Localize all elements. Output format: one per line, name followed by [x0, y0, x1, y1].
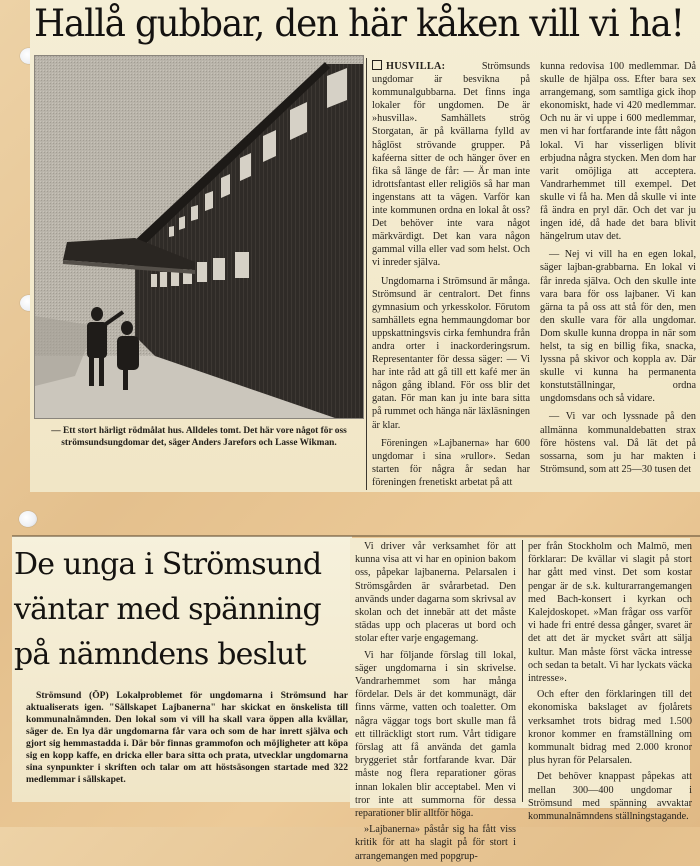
clipping-edge [12, 535, 700, 537]
headline-line: De unga i Strömsund [14, 547, 322, 582]
headline-top: Hallå gubbar, den här kåken vill vi ha! [34, 2, 684, 45]
paragraph: — Vi var och lyssnade på den allmänna kommunaldebatten strax före höstens val. Då lät det på sossarna, som ju har makten i Strömsund, som att 25—30 tusen det [540, 411, 696, 475]
photo-caption: — Ett stort härligt rödmålat hus. Alldeles tomt. Det här vore något för oss strömsundsungdomar det, säger Anders Jarefors och Lasse Wikman. [51, 426, 347, 449]
paragraph: Det behöver knappast påpekas att mellan 300—400 ungdomar i Strömsund med spänning avvaktar kommunalnämndens ställningstagande. [528, 771, 692, 823]
lead-paragraph [26, 690, 348, 786]
paragraph: Ungdomarna i Strömsund är många. Strömsund är centralort. Det finns gymnasium och yrkesskolor. Förutom samhällets egna hemmaungdomar bor uppskattningsvis cirka femhundra från andra orter i inackorderingsrum. Representanter för dessa säger: — Vi har inte råd att gå till ett kafé mer än någon gång ibland. För oss blir det gatan. För man kan ju inte bara sitta på rummet och hänga när läxläsningen är klar. [372, 275, 530, 431]
paragraph: Och efter den förklaringen till det ekonomiska bakslaget av fjolårets verksamhet trots bidrag med 1.500 kronor kommer en framställning om kommunalt bidrag med 2.000 kronor plus hyran för Pelarsalen. [528, 689, 692, 767]
paragraph: — Nej vi vill ha en egen lokal, säger lajban-grabbarna. En lokal vi får inreda själva. Och den skulle inte vara bara för oss lajbaner. Vi kan gärna ta på oss att stå för den, men den skulle vara för alla ungdomar. Dom skulle kunna droppa in när som helst, ta sig en billig fika, snacka, lyssna på skivor och koppla av. Där skulle vi kunna ha permanenta konstutställningar, ordna ungdomsdans och så vidare. [540, 249, 696, 405]
column-rule [522, 540, 523, 802]
paragraph: Vi har följande förslag till lokal, säger ungdomarna i sin skrivelse. Vandrarhemmet som har många fördelar. Dels är det kommunägt, där finns värme, vatten och toaletter. Om några väggar togs bort skulle man få ett tillräckligt stort rum. Vårt tidigare förslag att få använda det gamla bryggeriet står fortfarande kvar. Där måste nog flera reparationer göras innan lokalen blir acceptabel. Men vi tror inte att summorna för dessa reparationer blir alltför höga. [355, 649, 516, 820]
paragraph: »Lajbanerna» påstår sig ha fått viss kritik för att ha slagit på för stort i arrangemangen med popgrup- [355, 824, 516, 862]
binder-hole [19, 511, 37, 527]
headline-line: på nämndens beslut [14, 637, 306, 672]
paragraph: kunna redovisa 100 medlemmar. Då skulle de hjälpa oss. Efter bara sex arrangemang, som samtliga gick ihop ekonomiskt, hade vi 420 medlemmar. Och nu är vi uppe i 600 medlemmar, men vi har fortfarande inte fått någon lokal. Vi har visserligen blivit erbjudna några stycken. Men dom har varit omöjliga att acceptera. Vandrarhemmet till exempel. Det skulle vi få ha. Men då skulle vi inte få ändra en pryl där. Och det var ju ingen idé, då hade det bara blivit hängelrum utav det. [540, 61, 696, 243]
article-column-2 [540, 60, 696, 481]
column-rule [366, 58, 367, 490]
paragraph: per från Stockholm och Malmö, men förklarar: De kvällar vi slagit på stort har gått med vinst. Det som kostar pengar är de s.k. kulturarrangemangen med Bach-konsert i kyrkan och Kalejdoskopet. »Man frågar oss varför vi hade fri entré dessa gånger, svaret är det att det är mycket svårt att sälja kultur. Man måste först väcka intresse och sedan ta betalt. Vi har lyckats väcka intresse». [528, 541, 692, 685]
article-column-1 [372, 60, 530, 494]
paragraph: Strömsund (ÖP) Lokalproblemet för ungdomarna i Strömsund har aktualiserats igen. "Sällskapet Lajbanerna" har skickat en önskelista till kommunalnämnden. Den lokal som vi vill ha skall vara öppen alla kvällar, säger de. En lya där ungdomarna får vara och som de har inrett själva och gjort sig hemmastadda i. Där bör finnas grammofon och möjligheter att köpa sig en kopp kaffe, en dricka eller bara sitta och prata, utvecklar ungdomarna sina synpunkter i skriften och talar om att höstsäsongen startade med 322 medlemmar i sällskapet. [26, 690, 348, 785]
paragraph-text: Strömsunds ungdomar är besvikna på kommunalgubbarna. Det finns inga lokaler för ungdomen. De är »husvilla». Samhällets strög Storgatan, är på kvällarna fylld av håglöst strövande grupper. På kaféerna sitter de och hänger över en fika så länge de får: — Är man inte idrottsfantast eller religiös så har man ingenstans att ta vägen. Varför kan inte kommunen ordna en lokal åt oss? Det behöver inte vara något märkvärdigt. Det kan vara någon gammal villa eller vad som helst. Och vi inreder själva. [372, 61, 530, 269]
kicker: HUSVILLA: [386, 61, 446, 72]
article-column-4 [528, 540, 692, 826]
article-column-3 [355, 540, 516, 866]
paragraph: Vi driver vår verksamhet för att kunna visa att vi har en opinion bakom oss, påpekar lajbanerna. Pelarsalen i Strömsgården är svårarbetad. Den används under dagarna som skrivsal av skolan och det innebär att det måste städas upp och placeras ut bord och stolar efter varje engagemang. [355, 541, 516, 645]
paragraph [372, 60, 530, 270]
headline-bottom [14, 542, 354, 677]
paragraph: Föreningen »Lajbanerna» har 600 ungdomar i sina »rullor». Sedan starten för några år sedan har föreningen frenetiskt arbetat på att [372, 437, 530, 488]
building-photo [34, 55, 364, 419]
photo-illustration [35, 56, 363, 418]
headline-line: väntar med spänning [14, 592, 321, 627]
checkbox-bullet-icon [372, 60, 382, 70]
